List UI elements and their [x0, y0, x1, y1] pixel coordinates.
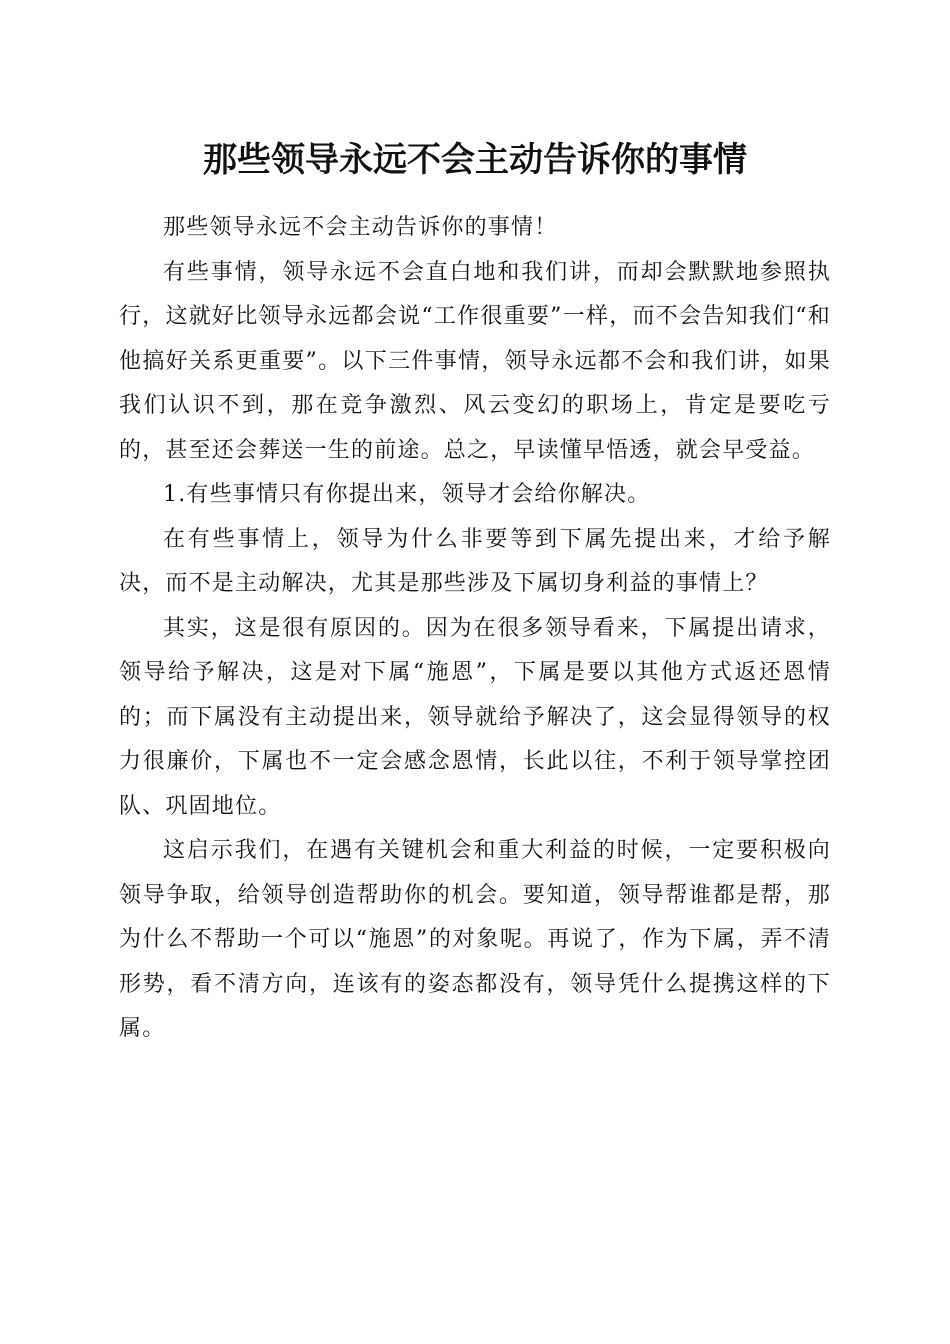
document-body: [119, 206, 831, 1052]
paragraph-advice: 这启示我们，在遇有关键机会和重大利益的时候，一定要积极向领导争取，给领导创造帮助你的机会。要知道，领导帮谁都是帮，那为什么不帮助一个可以“施恩”的对象呢。再说了，作为下属，弄不清形势，看不清方向，连该有的姿态都没有，领导凭什么提携这样的下属。: [119, 838, 831, 1041]
paragraph-question: 在有些事情上，领导为什么非要等到下属先提出来，才给予解决，而不是主动解决，尤其是那些涉及下属切身利益的事情上？: [119, 526, 831, 596]
paragraph-intro: 那些领导永远不会主动告诉你的事情！: [163, 215, 558, 240]
paragraph-explanation: 其实，这是很有原因的。因为在很多领导看来，下属提出请求，领导给予解决，这是对下属“施恩”，下属是要以其他方式返还恩情的；而下属没有主动提出来，领导就给予解决了，这会显得领导的权力很廉价，下属也不一定会感念恩情，长此以往，不利于领导掌控团队、巩固地位。: [119, 615, 831, 819]
document-title: 那些领导永远不会主动告诉你的事情: [203, 140, 747, 180]
paragraph-point-1-heading: 1.有些事情只有你提出来，领导才会给你解决。: [163, 482, 651, 507]
paragraph-overview: 有些事情，领导永远不会直白地和我们讲，而却会默默地参照执行，这就好比领导永远都会说“工作很重要”一样，而不会告知我们“和他搞好关系更重要”。以下三件事情，领导永远都不会和我们讲，如果我们认识不到，那在竞争激烈、风云变幻的职场上，肯定是要吃亏的，甚至还会葬送一生的前途。总之，早读懂早悟透，就会早受益。: [119, 259, 831, 463]
